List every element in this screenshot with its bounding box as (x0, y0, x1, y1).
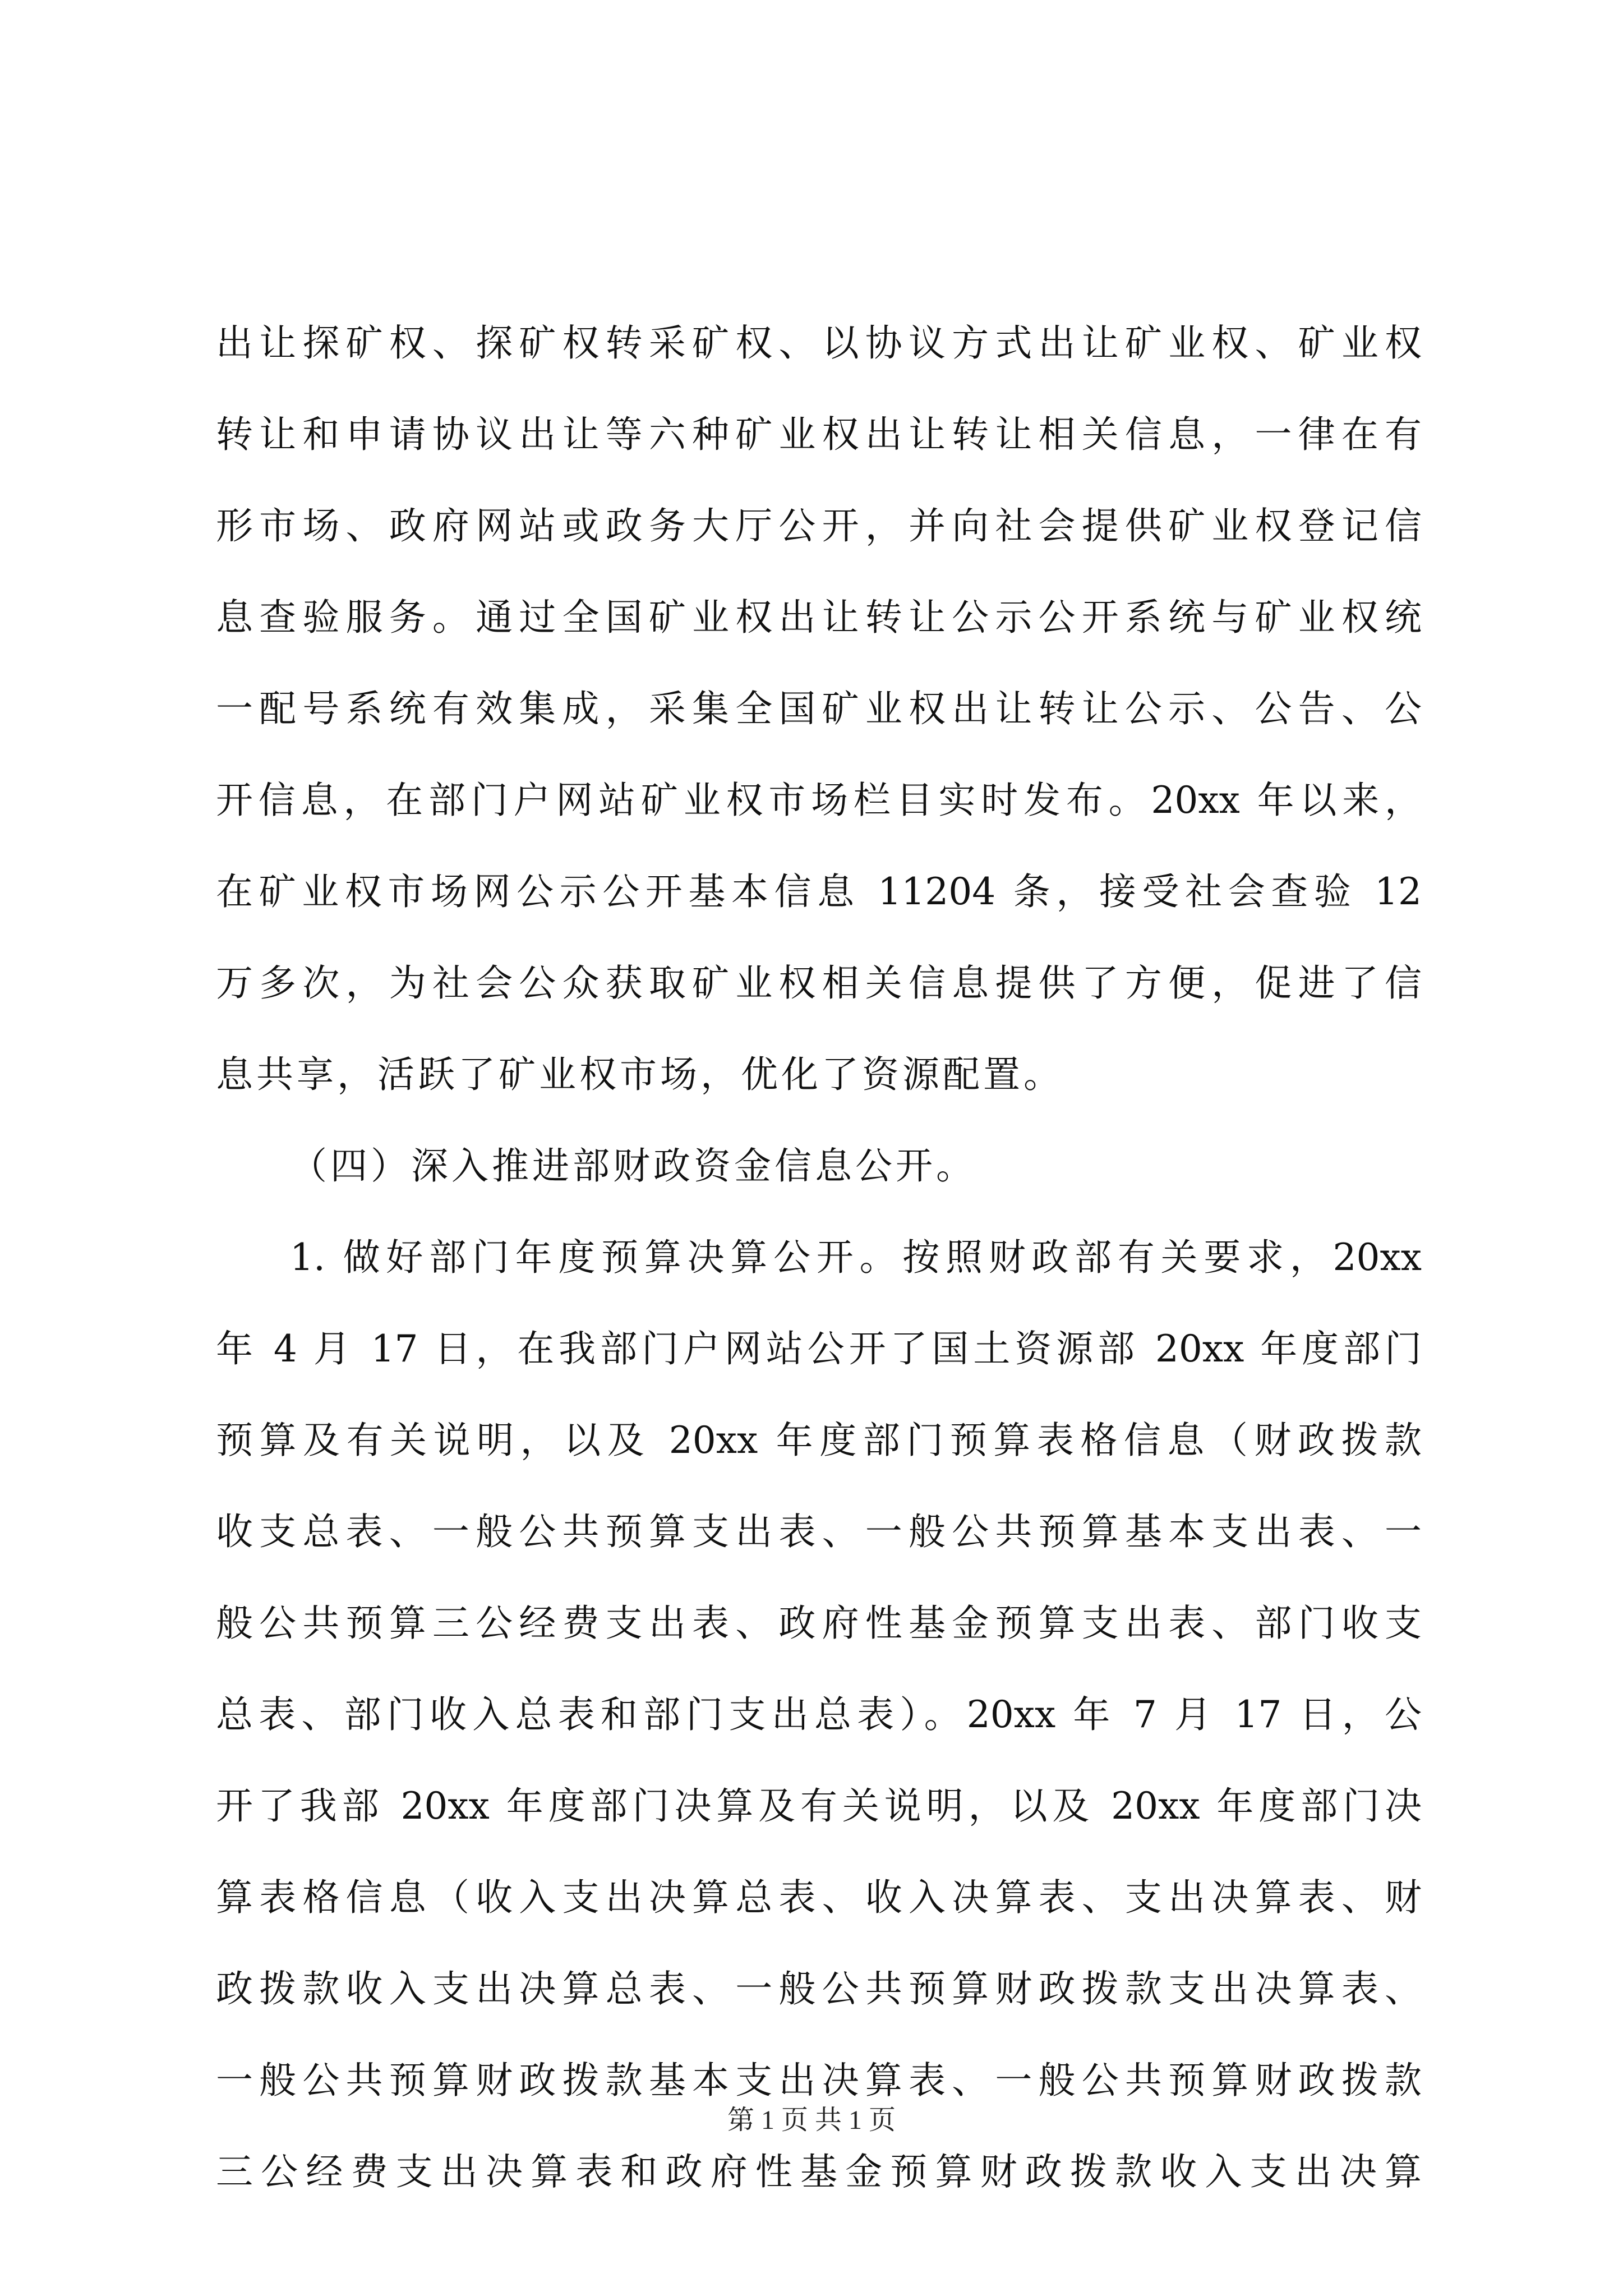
text-line-19: 政拨款收入支出决算总表、一般公共预算财政拨款支出决算表、 (216, 1967, 1422, 2010)
text-line-4: 息查验服务。通过全国矿业权出让转让公示公开系统与矿业权统 (216, 596, 1422, 639)
text-line-21: 三公经费支出决算表和政府性基金预算财政拨款收入支出决算 (216, 2150, 1422, 2193)
text-line-6: 开信息，在部门户网站矿业权市场栏目实时发布。20xx 年以来， (216, 779, 1422, 822)
section-heading: （四）深入推进部财政资金信息公开。 (290, 1144, 976, 1188)
text-line-20: 一般公共预算财政拨款基本支出决算表、一般公共预算财政拨款 (216, 2059, 1422, 2102)
text-line-2: 转让和申请协议出让等六种矿业权出让转让相关信息，一律在有 (216, 413, 1422, 456)
page-number-label: 第 1 页 共 1 页 (727, 2105, 896, 2135)
body-text (216, 297, 1422, 2217)
text-line-1: 出让探矿权、探矿权转采矿权、以协议方式出让矿业权、矿业权 (216, 321, 1422, 365)
text-line-11: 1. 做好部门年度预算决算公开。按照财政部有关要求，20xx (290, 1236, 1422, 1279)
text-line-8: 万多次，为社会公众获取矿业权相关信息提供了方便，促进了信 (216, 961, 1422, 1005)
text-line-17: 开了我部 20xx 年度部门决算及有关说明，以及 20xx 年度部门决 (216, 1784, 1422, 1828)
text-line-18: 算表格信息（收入支出决算总表、收入决算表、支出决算表、财 (216, 1876, 1422, 1919)
text-line-5: 一配号系统有效集成，采集全国矿业权出让转让公示、公告、公 (216, 687, 1422, 730)
text-line-12: 年 4 月 17 日，在我部门户网站公开了国土资源部 20xx 年度部门 (216, 1327, 1422, 1370)
text-line-3: 形市场、政府网站或政务大厅公开，并向社会提供矿业权登记信 (216, 504, 1422, 547)
text-line-15: 般公共预算三公经费支出表、政府性基金预算支出表、部门收支 (216, 1602, 1422, 1645)
text-line-14: 收支总表、一般公共预算支出表、一般公共预算基本支出表、一 (216, 1510, 1422, 1553)
page-footer (0, 2098, 1623, 2137)
text-line-9: 息共享，活跃了矿业权市场，优化了资源配置。 (216, 1053, 1064, 1096)
text-line-16: 总表、部门收入总表和部门支出总表）。20xx 年 7 月 17 日，公 (216, 1693, 1422, 1736)
text-line-13: 预算及有关说明，以及 20xx 年度部门预算表格信息（财政拨款 (216, 1419, 1422, 1462)
text-line-7: 在矿业权市场网公示公开基本信息 11204 条，接受社会查验 12 (216, 870, 1422, 913)
